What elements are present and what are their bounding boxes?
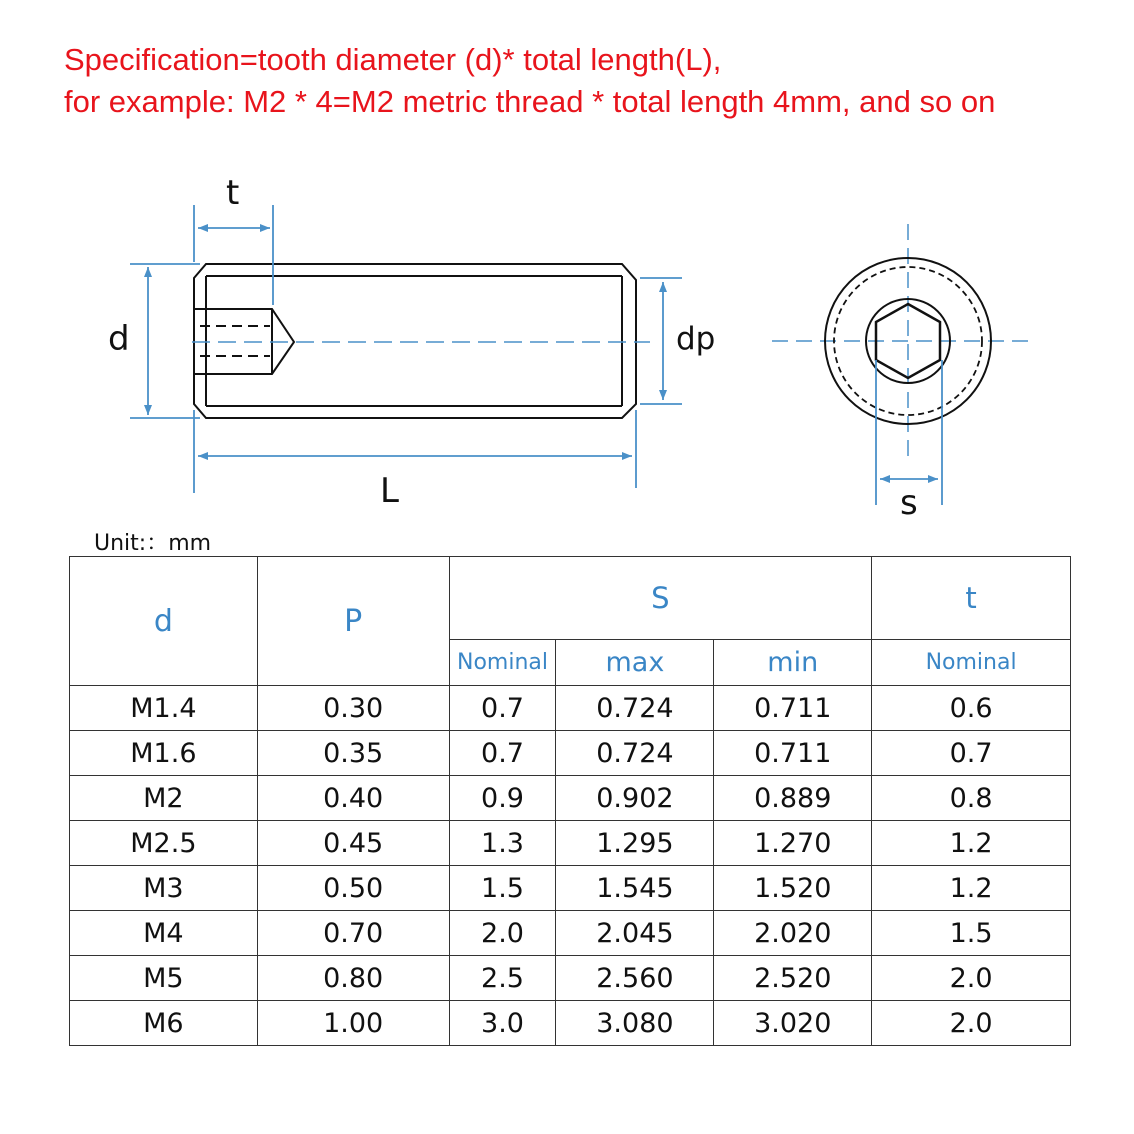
- cell-t-nominal: 0.6: [872, 686, 1071, 731]
- table-row: [70, 1001, 1071, 1046]
- unit-label: Unit:：mm: [94, 531, 212, 556]
- cell-s-max: 0.902: [556, 776, 714, 821]
- label-t: t: [226, 173, 240, 213]
- cell-d: M5: [70, 956, 258, 1001]
- cell-s-nominal: 2.5: [449, 956, 556, 1001]
- table-row: [70, 956, 1071, 1001]
- table-row: [70, 821, 1071, 866]
- cell-s-min: 0.889: [714, 776, 872, 821]
- dimension-d: [130, 264, 200, 418]
- cell-d: M6: [70, 1001, 258, 1046]
- cell-s-nominal: 2.0: [449, 911, 556, 956]
- cell-p: 0.30: [257, 686, 449, 731]
- cell-p: 1.00: [257, 1001, 449, 1046]
- technical-drawing: [0, 0, 1134, 540]
- cell-s-nominal: 1.5: [449, 866, 556, 911]
- cell-t-nominal: 2.0: [872, 1001, 1071, 1046]
- cell-s-min: 2.020: [714, 911, 872, 956]
- cell-d: M4: [70, 911, 258, 956]
- header-s-min: min: [714, 639, 872, 685]
- spec-table: [69, 556, 1071, 1046]
- header-t: t: [872, 557, 1071, 640]
- cell-s-max: 3.080: [556, 1001, 714, 1046]
- cell-p: 0.45: [257, 821, 449, 866]
- cell-d: M1.4: [70, 686, 258, 731]
- label-d: d: [108, 319, 130, 359]
- table-row: [70, 731, 1071, 776]
- cell-p: 0.70: [257, 911, 449, 956]
- table-row: [70, 776, 1071, 821]
- cell-s-min: 1.270: [714, 821, 872, 866]
- label-dp: dp: [676, 321, 716, 357]
- table-row: [70, 911, 1071, 956]
- screw-end-view: [772, 224, 1030, 460]
- cell-t-nominal: 2.0: [872, 956, 1071, 1001]
- cell-s-min: 3.020: [714, 1001, 872, 1046]
- spec-title-line-1: Specification=tooth diameter (d)* total length(L),: [64, 42, 722, 77]
- socket-hidden-lines: [200, 326, 270, 356]
- cell-d: M2: [70, 776, 258, 821]
- cell-p: 0.80: [257, 956, 449, 1001]
- cell-s-nominal: 1.3: [449, 821, 556, 866]
- label-s: s: [900, 483, 918, 523]
- cell-s-min: 2.520: [714, 956, 872, 1001]
- cell-t-nominal: 1.2: [872, 821, 1071, 866]
- dimension-L: [194, 410, 636, 493]
- screw-side-view: [194, 264, 636, 418]
- cell-d: M2.5: [70, 821, 258, 866]
- cell-p: 0.35: [257, 731, 449, 776]
- header-s-max: max: [556, 639, 714, 685]
- cell-s-max: 0.724: [556, 686, 714, 731]
- cell-s-nominal: 0.7: [449, 731, 556, 776]
- cell-s-max: 0.724: [556, 731, 714, 776]
- header-s: S: [449, 557, 872, 640]
- cell-p: 0.40: [257, 776, 449, 821]
- cell-s-min: 1.520: [714, 866, 872, 911]
- cell-s-min: 0.711: [714, 686, 872, 731]
- cell-s-max: 2.560: [556, 956, 714, 1001]
- table-row: [70, 686, 1071, 731]
- header-t-nominal: Nominal: [872, 639, 1071, 685]
- cell-d: M3: [70, 866, 258, 911]
- cell-t-nominal: 0.7: [872, 731, 1071, 776]
- cell-t-nominal: 1.5: [872, 911, 1071, 956]
- cell-s-nominal: 0.7: [449, 686, 556, 731]
- cell-s-min: 0.711: [714, 731, 872, 776]
- header-s-nominal: Nominal: [449, 639, 556, 685]
- table-row: [70, 866, 1071, 911]
- cell-t-nominal: 1.2: [872, 866, 1071, 911]
- header-d: d: [70, 557, 258, 686]
- spec-table-body: [70, 686, 1071, 1046]
- cell-t-nominal: 0.8: [872, 776, 1071, 821]
- cell-s-max: 2.045: [556, 911, 714, 956]
- cell-p: 0.50: [257, 866, 449, 911]
- spec-title-line-2: for example: M2 * 4=M2 metric thread * total length 4mm, and so on: [64, 84, 996, 119]
- cell-s-max: 1.295: [556, 821, 714, 866]
- cell-d: M1.6: [70, 731, 258, 776]
- header-p: P: [257, 557, 449, 686]
- cell-s-nominal: 0.9: [449, 776, 556, 821]
- label-L: L: [380, 471, 399, 511]
- cell-s-nominal: 3.0: [449, 1001, 556, 1046]
- cell-s-max: 1.545: [556, 866, 714, 911]
